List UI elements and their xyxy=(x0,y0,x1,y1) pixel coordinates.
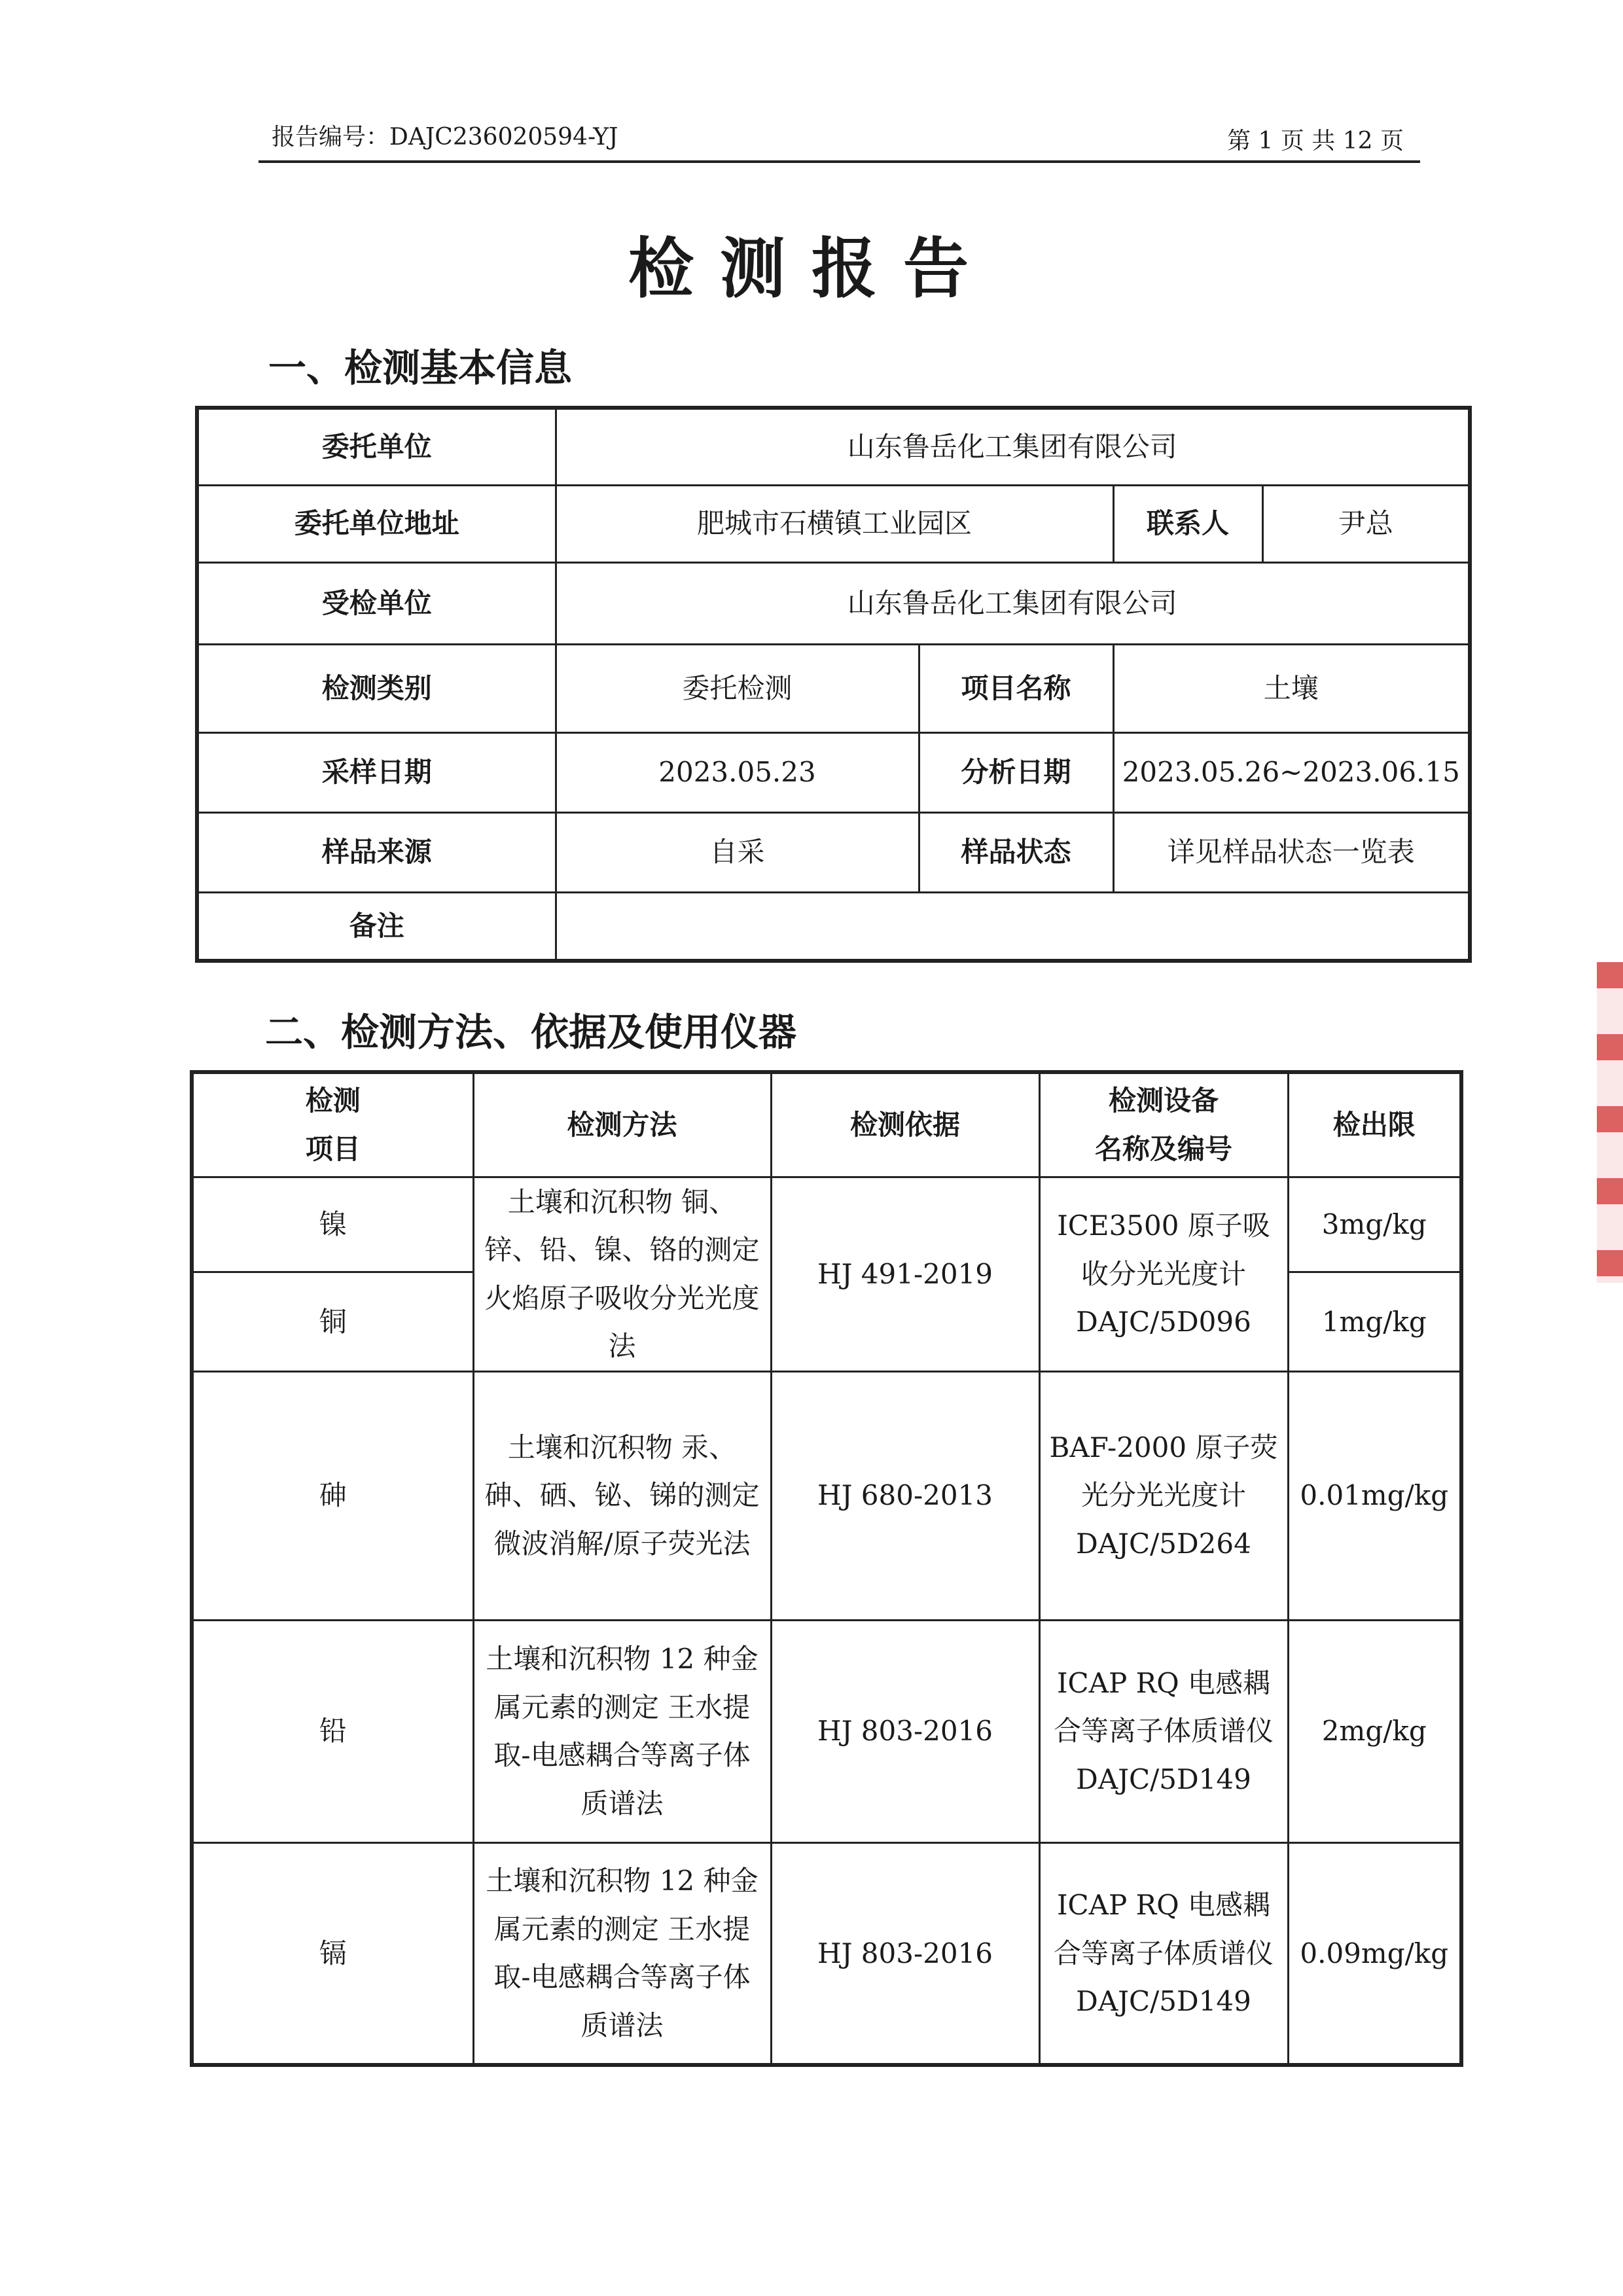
sampling-date-label: 采样日期 xyxy=(197,732,556,812)
seal-stamp-edge xyxy=(1597,962,1623,1283)
category-label: 检测类别 xyxy=(197,644,556,732)
analysis-date-label: 分析日期 xyxy=(919,732,1113,812)
report-number-label: 报告编号： xyxy=(272,124,390,151)
report-number-value: DAJC236020594-YJ xyxy=(389,124,618,151)
basis-cell: HJ 803-2016 xyxy=(771,1842,1039,2065)
basis-cell: HJ 680-2013 xyxy=(771,1371,1039,1620)
item-cell: 镉 xyxy=(192,1842,473,2065)
status-value: 详见样品状态一览表 xyxy=(1113,812,1470,892)
equipment-cell: BAF-2000 原子荧光分光光度计 DAJC/5D264 xyxy=(1039,1371,1288,1620)
source-value: 自采 xyxy=(556,812,919,892)
limit-cell: 0.09mg/kg xyxy=(1288,1842,1461,2065)
category-value: 委托检测 xyxy=(556,644,919,732)
equipment-cell: ICE3500 原子吸收分光光度计 DAJC/5D096 xyxy=(1039,1177,1288,1371)
remark-label: 备注 xyxy=(197,892,556,961)
project-label: 项目名称 xyxy=(919,644,1113,732)
methods-table xyxy=(190,1070,1463,2067)
contact-value: 尹总 xyxy=(1262,485,1470,562)
method-cell: 土壤和沉积物 铜、锌、铅、镍、铬的测定 火焰原子吸收分光光度法 xyxy=(473,1177,771,1371)
client-value: 山东鲁岳化工集团有限公司 xyxy=(556,408,1470,485)
equipment-cell: ICAP RQ 电感耦合等离子体质谱仪 DAJC/5D149 xyxy=(1039,1620,1288,1842)
equipment-cell: ICAP RQ 电感耦合等离子体质谱仪 DAJC/5D149 xyxy=(1039,1842,1288,2065)
status-label: 样品状态 xyxy=(919,812,1113,892)
method-cell: 土壤和沉积物 12 种金属元素的测定 王水提取-电感耦合等离子体质谱法 xyxy=(473,1842,771,2065)
section2-title: 二、检测方法、依据及使用仪器 xyxy=(265,1010,797,1054)
limit-cell: 1mg/kg xyxy=(1288,1272,1461,1371)
header-basis: 检测依据 xyxy=(771,1072,1039,1177)
limit-cell: 2mg/kg xyxy=(1288,1620,1461,1842)
section1-title: 一、检测基本信息 xyxy=(268,346,573,390)
analysis-date-value: 2023.05.26~2023.06.15 xyxy=(1113,732,1470,812)
sampling-date-value: 2023.05.23 xyxy=(556,732,919,812)
header-item-line1: 检测 xyxy=(305,1085,361,1117)
basis-cell: HJ 491-2019 xyxy=(771,1177,1039,1371)
header-limit: 检出限 xyxy=(1288,1072,1461,1177)
item-cell: 砷 xyxy=(192,1371,473,1620)
limit-cell: 0.01mg/kg xyxy=(1288,1371,1461,1620)
method-cell: 土壤和沉积物 汞、砷、硒、铋、锑的测定 微波消解/原子荧光法 xyxy=(473,1371,771,1620)
method-cell: 土壤和沉积物 12 种金属元素的测定 王水提取-电感耦合等离子体质谱法 xyxy=(473,1620,771,1842)
contact-label: 联系人 xyxy=(1113,485,1262,562)
header-equipment-line1: 检测设备 xyxy=(1108,1085,1219,1117)
item-cell: 铅 xyxy=(192,1620,473,1842)
address-value: 肥城市石横镇工业园区 xyxy=(556,485,1113,562)
remark-value xyxy=(556,892,1470,961)
report-number xyxy=(272,118,618,152)
item-cell: 镍 xyxy=(192,1177,473,1272)
inspected-value: 山东鲁岳化工集团有限公司 xyxy=(556,562,1470,644)
basic-info-table xyxy=(195,406,1472,963)
table-row xyxy=(192,1842,1461,2065)
header-item-line2: 项目 xyxy=(305,1132,361,1165)
item-cell: 铜 xyxy=(192,1272,473,1371)
table-row xyxy=(192,1620,1461,1842)
document-title: 检测报告 xyxy=(628,230,995,307)
project-value: 土壤 xyxy=(1113,644,1470,732)
client-label: 委托单位 xyxy=(197,408,556,485)
basis-cell: HJ 803-2016 xyxy=(771,1620,1039,1842)
header-method: 检测方法 xyxy=(473,1072,771,1177)
table-row xyxy=(192,1371,1461,1620)
address-label: 委托单位地址 xyxy=(197,485,556,562)
header-equipment-line2: 名称及编号 xyxy=(1094,1132,1232,1165)
page-info: 第 1 页 共 12 页 xyxy=(1227,128,1404,154)
page-header xyxy=(259,115,1420,163)
table-row xyxy=(192,1177,1461,1272)
header-item xyxy=(192,1072,473,1177)
header-equipment xyxy=(1039,1072,1288,1177)
limit-cell: 3mg/kg xyxy=(1288,1177,1461,1272)
source-label: 样品来源 xyxy=(197,812,556,892)
inspected-label: 受检单位 xyxy=(197,562,556,644)
